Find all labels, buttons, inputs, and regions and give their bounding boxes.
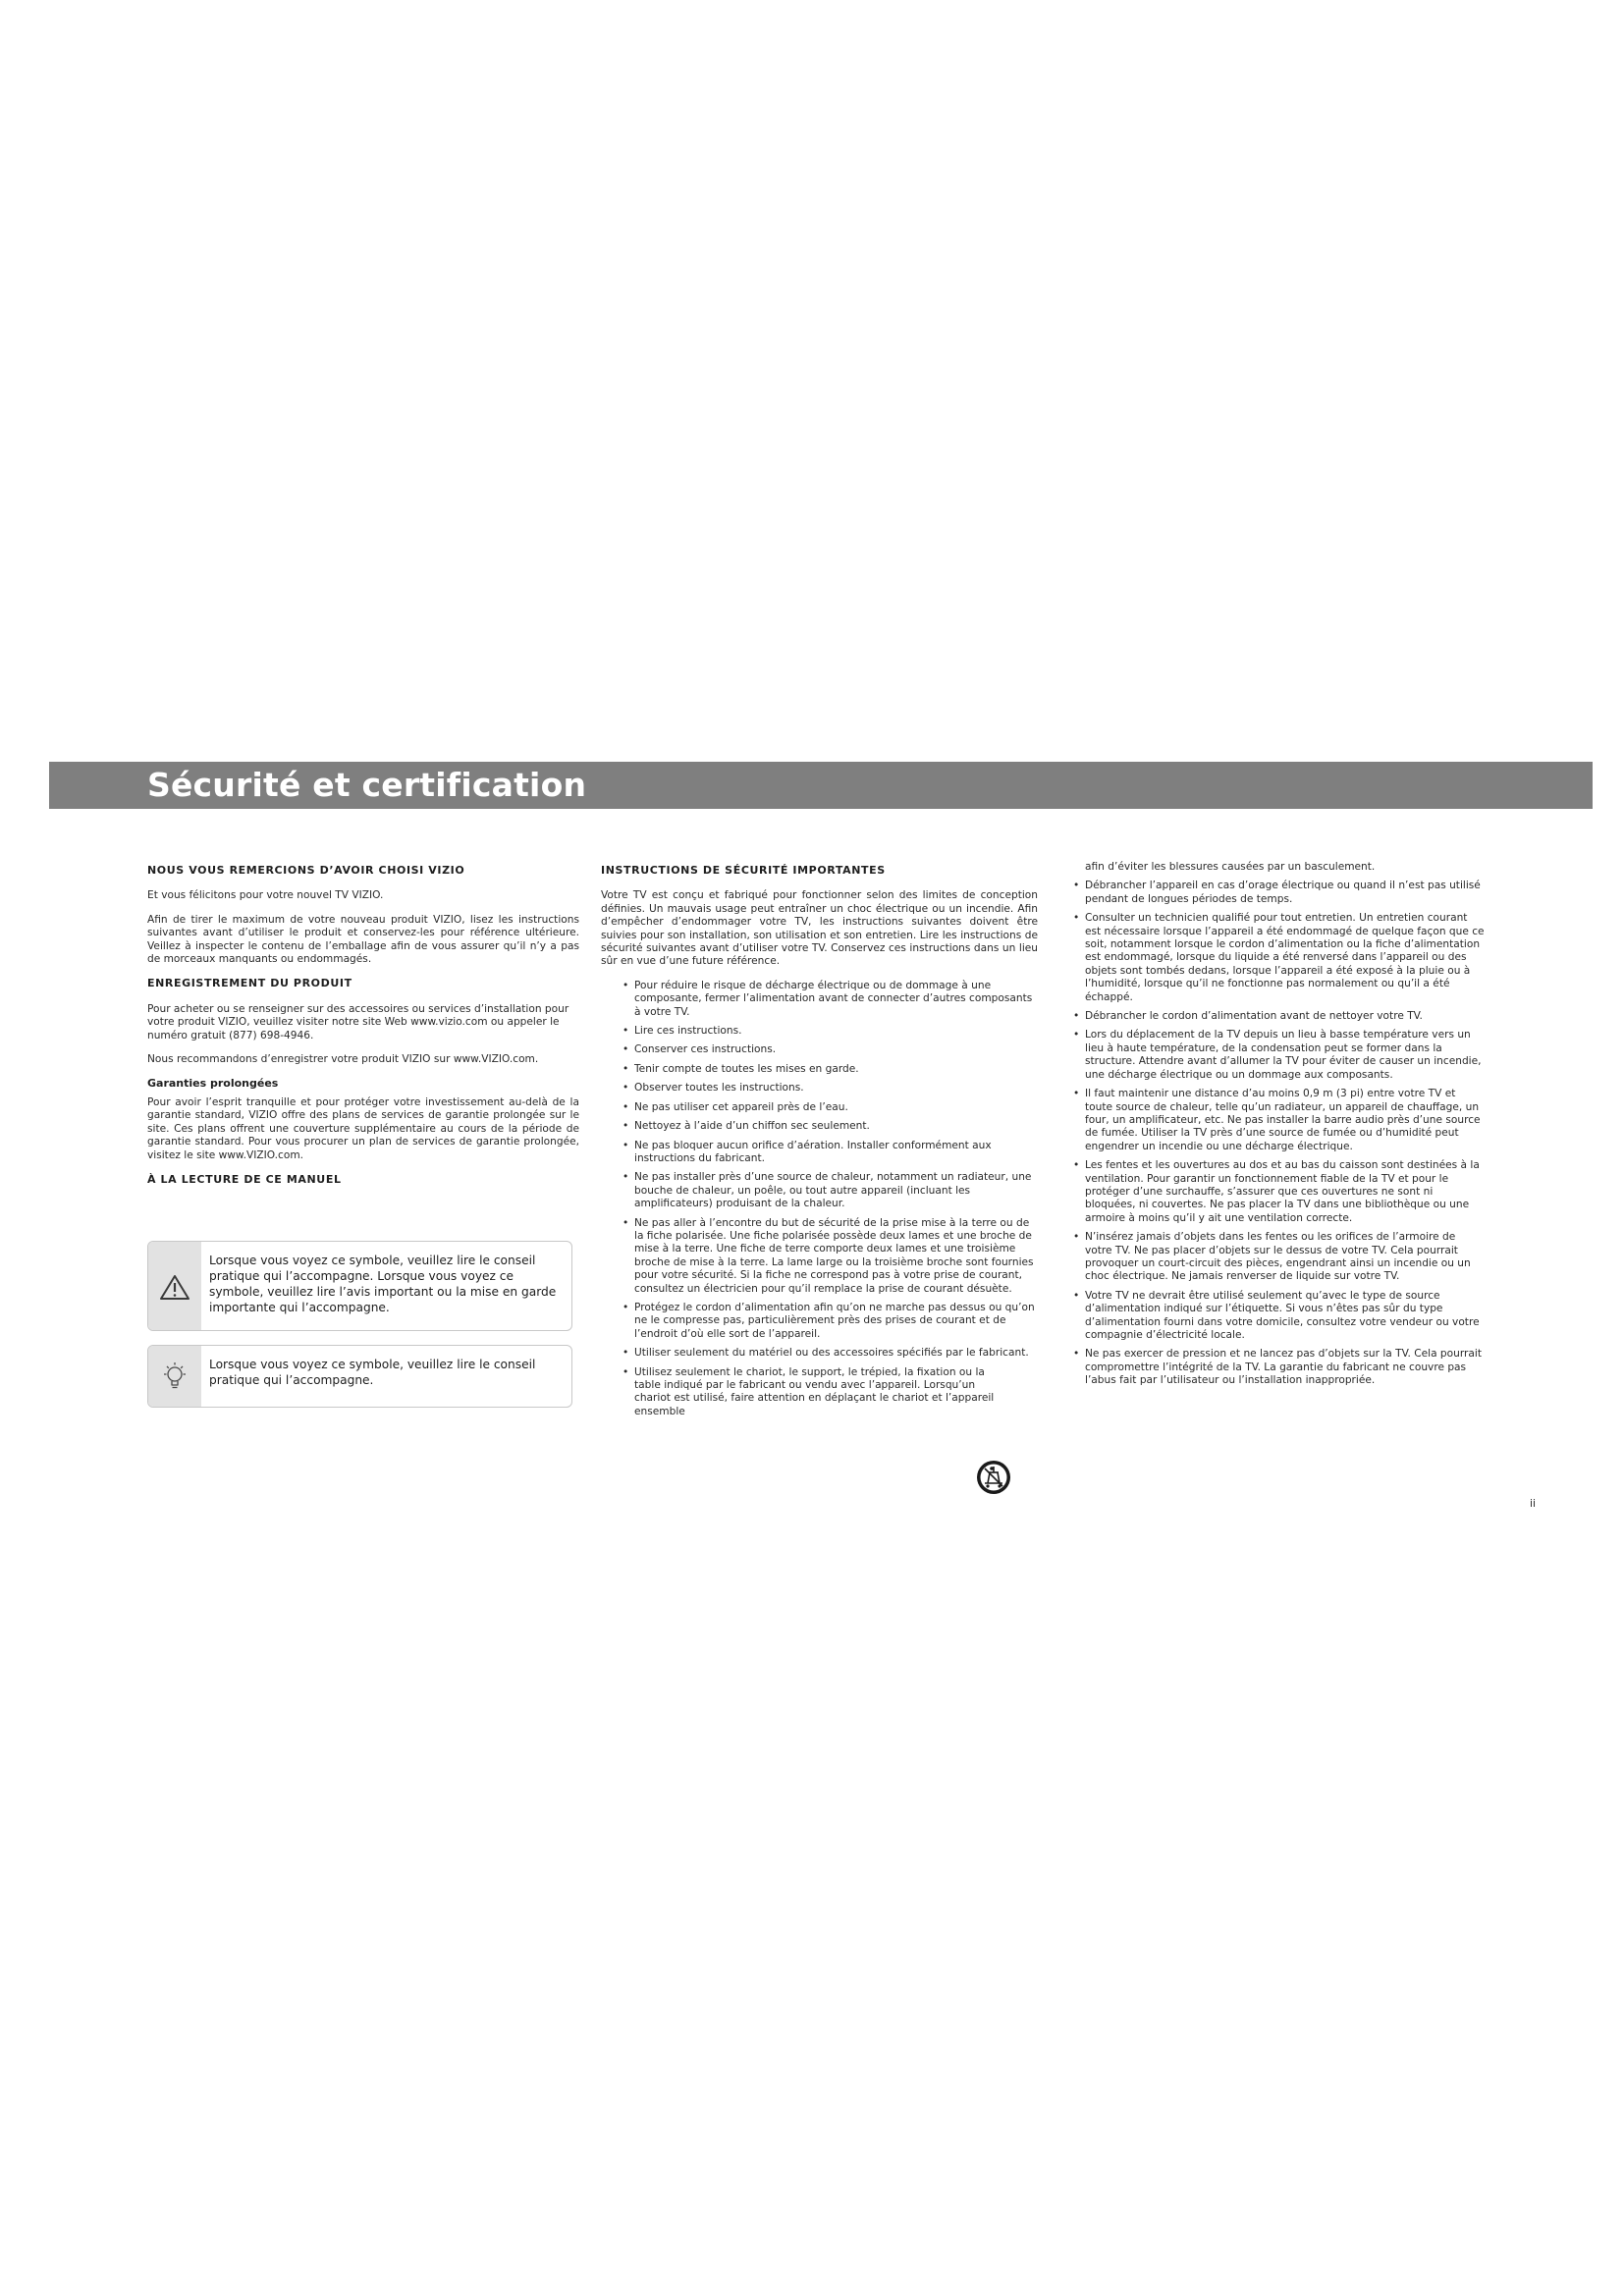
section-title: Sécurité et certification — [147, 766, 587, 804]
safety-list-continued — [1073, 880, 1486, 1387]
list-item: • Ne pas aller à l’encontre du but de sécurité de la prise mise à la terre ou de la fiche polarisée. Une fiche polarisée possède deux lames et une broche de mise à la terre. Une fiche de terre comporte deux lames et une troisième broche de mise à la terre. La lame large ou la troisième broche sont fournies pour votre sécurité. Si la fiche ne correspond pas à votre prise de courant, consultez un électricien pour qu’il remplace la prise de courant désuète. — [623, 1216, 1034, 1295]
paragraph-intro: Afin de tirer le maximum de votre nouveau produit VIZIO, lisez les instructions suivantes avant d’utiliser le produit et conservez-les pour référence ultérieure. Veillez à inspecter le contenu de l’emballage afin de vous assurer qu’il n’y a pas de morceaux manquants ou endommagés. — [147, 913, 579, 966]
list-item: • Débrancher le cordon d’alimentation avant de nettoyer votre TV. — [1073, 1010, 1423, 1023]
heading-thanks: NOUS VOUS REMERCIONS D’AVOIR CHOISI VIZIO — [147, 864, 465, 877]
safety-list — [601, 980, 1038, 1418]
list-item: • Ne pas installer près d’une source de chaleur, notamment un radiateur, une bouche de chaleur, un poêle, ou tout autre appareil (incluant les amplificateurs) produisant de la chaleur. — [623, 1171, 1032, 1210]
paragraph-register: Nous recommandons d’enregistrer votre produit VIZIO sur www.VIZIO.com. — [147, 1053, 539, 1066]
heading-registration: ENREGISTREMENT DU PRODUIT — [147, 977, 352, 990]
paragraph-continuation: afin d’éviter les blessures causées par un basculement. — [1085, 861, 1376, 873]
list-item: • Il faut maintenir une distance d’au moins 0,9 m (3 pi) entre votre TV et toute source de chaleur, telle qu’un radiateur, un appareil de chauffage, un four, un amplificateur, etc. Ne pas installer la barre audio près d’une source de fumée. Utiliser la TV près d’une source de fumée ou d’humidité peut engendrer un incendie ou une décharge électrique. — [1073, 1088, 1481, 1152]
list-item: • Lors du déplacement de la TV depuis un lieu à basse température vers un lieu à haute température, de la condensation peut se former dans la structure. Attendre avant d’allumer la TV pour éviter de causer un incendie, une décharge électrique ou un dommage aux composants. — [1073, 1029, 1482, 1081]
column-right — [1073, 861, 1486, 1394]
heading-reading-manual: À LA LECTURE DE CE MANUEL — [147, 1172, 342, 1186]
paragraph-warranty: Pour avoir l’esprit tranquille et pour protéger votre investissement au-delà de la garantie standard, VIZIO offre des plans de services de garantie prolongée sur le site. Ces plans offrent une couverture supplémentaire au cours de la période de garantie standard. Pour vous procurer un plan de services de garantie prolongée, visitez le site www.VIZIO.com. — [147, 1095, 579, 1161]
list-item: • Consulter un technicien qualifié pour tout entretien. Un entretien courant est nécessaire lorsque l’appareil a été endommagé de quelque façon que ce soit, notamment lorsque le cordon d’alimentation ou la fiche d’alimentation est endommagé, lorsque du liquide a été renversé dans l’appareil ou des objets sont tombés dedans, lorsque l’appareil a été exposé à la pluie ou à l’humidité, lorsque qu’il ne fonctionne pas normalement ou qu’il a été échappé. — [1073, 912, 1485, 1003]
heading-safety-instructions: INSTRUCTIONS DE SÉCURITÉ IMPORTANTES — [601, 864, 886, 877]
tip-notice-text: Lorsque vous voyez ce symbole, veuillez lire le conseil pratique qui l’accompagne. — [209, 1358, 536, 1387]
lightbulb-icon — [148, 1346, 201, 1407]
column-left — [147, 864, 579, 1199]
list-item: • N’insérez jamais d’objets dans les fentes ou les orifices de l’armoire de votre TV. Ne pas placer d’objets sur le dessus de votre TV. Cela pourrait provoquer un court-circuit des pièces, engendrant ainsi un incendie ou un choc électrique. Ne jamais renverser de liquide sur votre TV. — [1073, 1231, 1471, 1283]
heading-extended-warranty: Garanties prolongées — [147, 1077, 279, 1091]
list-item: • Utiliser seulement du matériel ou des accessoires spécifiés par le fabricant. — [623, 1347, 1029, 1360]
list-item: • Lire ces instructions. — [623, 1025, 742, 1038]
paragraph-safety-intro: Votre TV est conçu et fabriqué pour fonctionner selon des limites de conception définies. Un mauvais usage peut entraîner un choc électrique ou un incendie. Afin d’empêcher d’endommager votre TV, les instructions suivantes doivent être suivies pour son installation, son utilisation et son entretien. Lire les instructions de sécurité suivantes avant d’utiliser votre TV. Conservez ces instructions dans un lieu sûr en vue d’une future référence. — [601, 889, 1038, 968]
tip-notice-box — [147, 1345, 572, 1408]
warning-notice-box — [147, 1241, 572, 1331]
list-item: • Votre TV ne devrait être utilisé seulement qu’avec le type de source d’alimentation indiqué sur l’étiquette. Si vous n’êtes pas sûr du type d’alimentation fourni dans votre domicile, consultez votre vendeur ou votre compagnie d’électricité locale. — [1073, 1289, 1480, 1341]
list-item: • Observer toutes les instructions. — [623, 1082, 804, 1095]
list-item: • Conserver ces instructions. — [623, 1043, 777, 1056]
list-item: • Les fentes et les ouvertures au dos et au bas du caisson sont destinées à la ventilation. Pour garantir un fonctionnement fiable de la TV et pour le protéger d’une surchauffe, s’assurer que ces ouvertures ne sont ni bloquées, ni couvertes. Ne pas placer la TV dans une bibliothèque ou une armoire à moins qu’il y ait une ventilation correcte. — [1073, 1159, 1480, 1224]
column-middle — [601, 864, 1038, 1424]
list-item: • Tenir compte de toutes les mises en garde. — [623, 1062, 859, 1075]
list-item: • Utilisez seulement le chariot, le support, le trépied, la fixation ou la table indiqué par le fabricant ou vendu avec l’appareil. Lorsqu’un chariot est utilisé, faire attention en déplaçant le chariot et l’appareil ensemble — [623, 1365, 995, 1417]
warning-notice-text: Lorsque vous voyez ce symbole, veuillez lire le conseil pratique qui l’accompagne. Lorsque vous voyez ce symbole, veuillez lire l’avis important ou la mise en garde importante qui l’accompagne. — [209, 1254, 557, 1314]
cart-warning-icon — [976, 1460, 1011, 1495]
page-number: ii — [1530, 1497, 1537, 1510]
warning-icon — [148, 1242, 201, 1330]
section-banner — [49, 762, 1593, 809]
list-item: • Ne pas bloquer aucun orifice d’aération. Installer conformément aux instructions du fabricant. — [623, 1139, 992, 1164]
paragraph-congrats: Et vous félicitons pour votre nouvel TV VIZIO. — [147, 889, 384, 902]
list-item: • Protégez le cordon d’alimentation afin qu’on ne marche pas dessus ou qu’on ne le compresse pas, particulièrement près des prises de courant et de l’endroit d’où elle sort de l’appareil. — [623, 1301, 1035, 1340]
list-item: • Pour réduire le risque de décharge électrique ou de dommage à une composante, fermer l’alimentation avant de connecter d’autres composants à votre TV. — [623, 979, 1033, 1018]
list-item: • Ne pas utiliser cet appareil près de l’eau. — [623, 1100, 848, 1113]
list-item: • Débrancher l’appareil en cas d’orage électrique ou quand il n’est pas utilisé pendant de longues périodes de temps. — [1073, 880, 1481, 905]
list-item: • Nettoyez à l’aide d’un chiffon sec seulement. — [623, 1120, 870, 1133]
list-item: • Ne pas exercer de pression et ne lancez pas d’objets sur la TV. Cela pourrait compromettre l’intégrité de la TV. La garantie du fabricant ne couvre pas l’abus fait par l’utilisateur ou l’installation inappropriée. — [1073, 1348, 1482, 1387]
paragraph-accessories: Pour acheter ou se renseigner sur des accessoires ou services d’installation pour votre produit VIZIO, veuillez visiter notre site Web www.vizio.com ou appeler le numéro gratuit (877) 698-4946. — [147, 1002, 569, 1041]
